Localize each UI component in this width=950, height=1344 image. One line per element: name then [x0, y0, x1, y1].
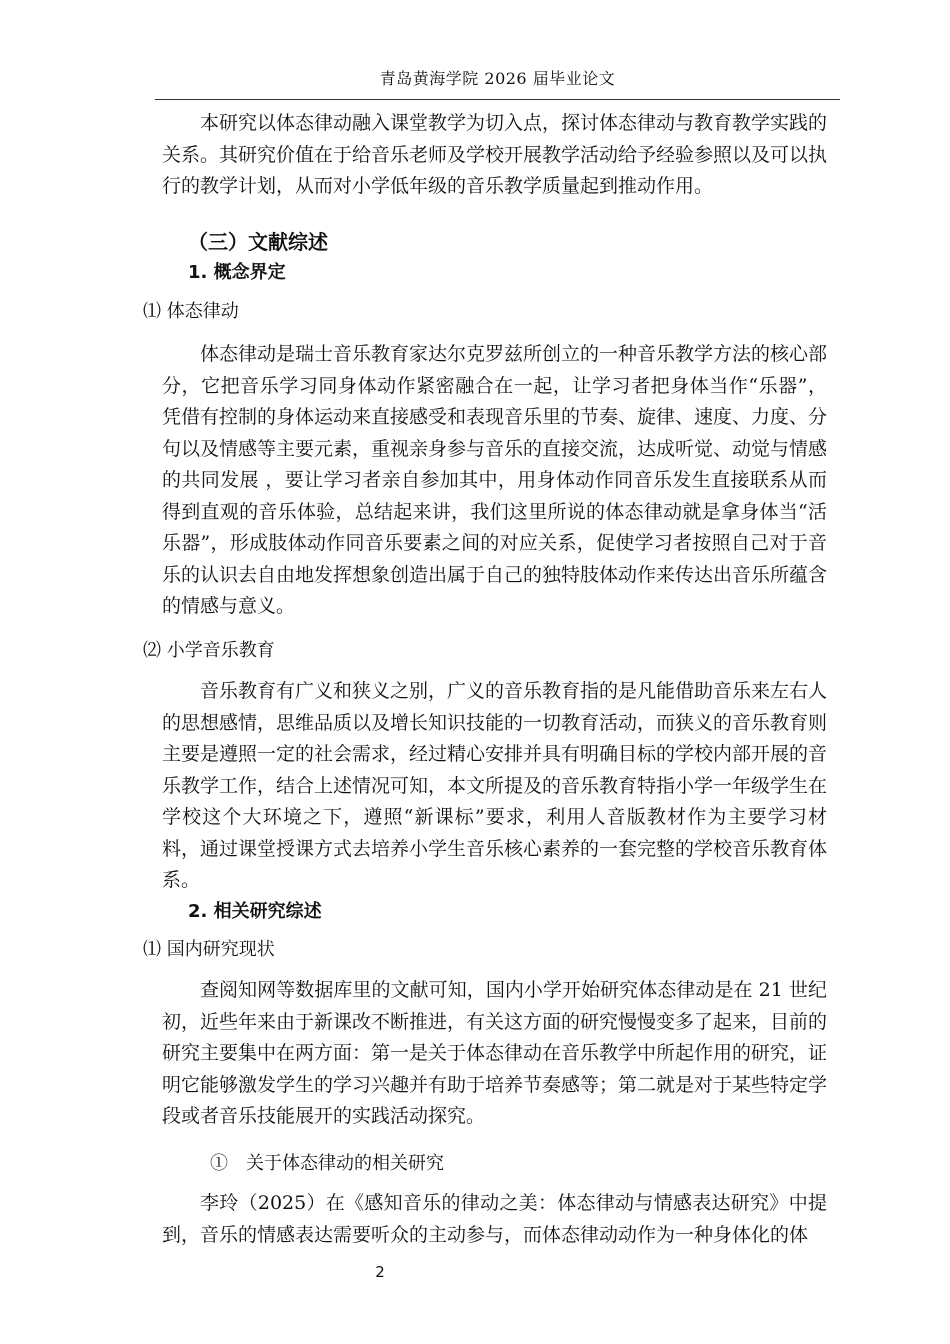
- item-domestic-research: ⑴ 国内研究现状: [143, 939, 275, 960]
- subheading-concepts: 1. 概念界定: [188, 262, 286, 283]
- paragraph-music-education: 音乐教育有广义和狭义之别，广义的音乐教育指的是凡能借助音乐来左右人的思想感情，思维品质以及增长知识技能的一切教育活动，而狭义的音乐教育则主要是遵照一定的社会需求，经过精心安排并具有明确目标的学校内部开展的音乐教学工作，结合上述情况可知，本文所提及的音乐教育特指小学一年级学生在学校这个大环境之下，遵照“新课标”要求，利用人音版教材作为主要学习材料，通过课堂授课方式去培养小学生音乐核心素养的一套完整的学校音乐教育体系。: [162, 680, 828, 891]
- subitem-rhythm-research: ① 关于体态律动的相关研究: [210, 1153, 444, 1174]
- section-heading: （三）文献综述: [188, 230, 328, 254]
- item-body-rhythm: ⑴ 体态律动: [143, 301, 239, 322]
- paragraph-li-ling: 李玲（2025）在《感知音乐的律动之美：体态律动与情感表达研究》中提到，音乐的情感表达需要听众的主动参与，而体态律动动作为一种身体化的体: [162, 1192, 827, 1246]
- header-rule: [155, 99, 840, 100]
- item-primary-music-education: ⑵ 小学音乐教育: [143, 640, 275, 661]
- paragraph-research-value: 本研究以体态律动融入课堂教学为切入点，探讨体态律动与教育教学实践的关系。其研究价值在于给音乐老师及学校开展教学活动给予经验参照以及可以执行的教学计划，从而对小学低年级的音乐教学质量起到推动作用。: [162, 112, 828, 197]
- subheading-related-research: 2. 相关研究综述: [188, 901, 322, 922]
- page-number: 2: [375, 1263, 385, 1281]
- paragraph-domestic-research: 查阅知网等数据库里的文献可知，国内小学开始研究体态律动是在 21 世纪初，近些年来由于新课改不断推进，有关这方面的研究慢慢变多了起来，目前的研究主要集中在两方面：第一是关于体态律动在音乐教学中所起作用的研究，证明它能够激发学生的学习兴趣并有助于培养节奏感等；第二就是对于某些特定学段或者音乐技能展开的实践活动探究。: [162, 979, 828, 1127]
- running-header: 青岛黄海学院 2026 届毕业论文: [379, 69, 616, 88]
- paragraph-body-rhythm: 体态律动是瑞士音乐教育家达尔克罗兹所创立的一种音乐教学方法的核心部分，它把音乐学习同身体动作紧密融合在一起，让学习者把身体当作“乐器”，凭借有控制的身体运动来直接感受和表现音乐里的节奏、旋律、速度、力度、分句以及情感等主要元素，重视亲身参与音乐的直接交流，达成听觉、动觉与情感的共同发展 ，要让学习者亲自参加其中，用身体动作同音乐发生直接联系从而得到直观的音乐体验，总结起来讲，我们这里所说的体态律动就是拿身体当“活乐器”，形成肢体动作同音乐要素之间的对应关系，促使学习者按照自己对于音乐的认识去自由地发挥想象创造出属于自己的独特肢体动作来传达出音乐所蕴含的情感与意义。: [162, 343, 828, 617]
